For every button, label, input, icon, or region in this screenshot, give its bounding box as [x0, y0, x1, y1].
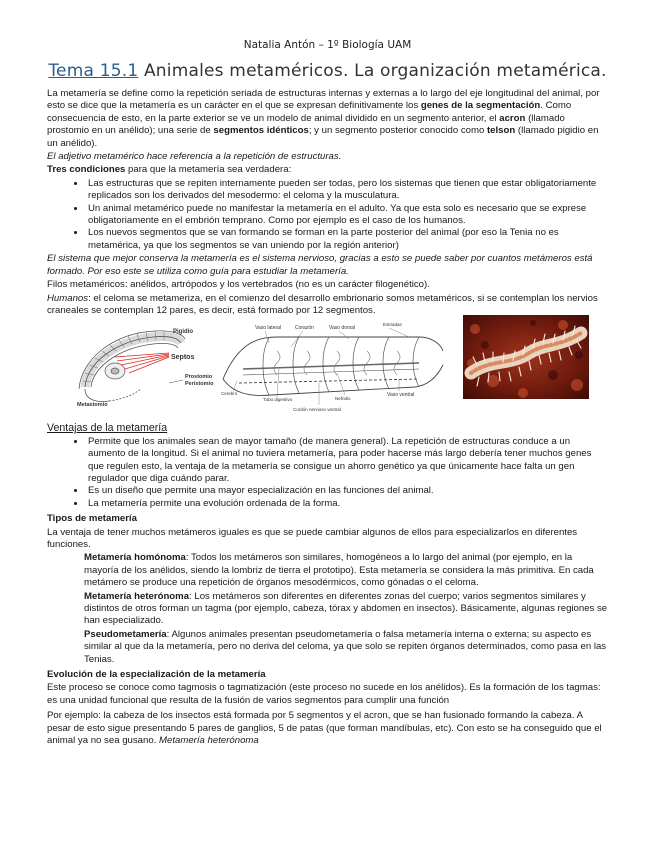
pseudometameria-definition — [84, 629, 609, 666]
label-corazon: Corazón — [295, 325, 314, 332]
intro-paragraph — [47, 88, 609, 150]
homonoma-term: Metamería homónoma — [84, 552, 186, 564]
intro-text-4: ; y un segmento posterior conocido como — [308, 125, 487, 137]
conditions-bold: Tres condiciones — [47, 164, 126, 176]
label-metastomio: Metastomio — [77, 402, 108, 409]
label-vaso-dorsal: Vaso dorsal — [329, 325, 356, 332]
label-peristomio: Peristomio — [185, 381, 214, 388]
page-title — [0, 61, 655, 81]
humans-text: : el celoma se metameriza, en el comienzo del desarrollo embrionario somos metaméricos, si se contemplan los nervios craneales se contemplan 12 pares, es decir, está formado por 12 segmentos. — [47, 292, 598, 316]
evolution-italic: Metamería heterónoma — [159, 735, 259, 747]
worm-cross-section — [105, 363, 125, 379]
heteronoma-text: : Los metámeros son diferentes en diferentes zonas del cuerpo; varios segmentos similares y distintos de otros forman un tagma (por ejemplo, cabeza, tórax y abdomen en insectos). Básicamente, algunas regiones se han especializado. — [84, 590, 608, 627]
document-body — [47, 88, 609, 748]
intro-text-2: . Como consecuencia de esto, en la parte exterior se ve un modelo de animal dividido en un segmento anterior, el — [47, 100, 572, 124]
title-number: Tema 15.1 — [48, 61, 139, 81]
intro-text-1: La metamería se define como la repetición seriada de estructuras internas y externas a lo largo del eje longitudinal del animal, por esto se dice que la metamería es un carácter en el que se expresan definitivamente los — [47, 88, 600, 112]
intro-bold-acron: acron — [499, 112, 526, 124]
intro-bold-telson: telson — [486, 125, 516, 137]
list-item: • Los nuevos segmentos que se van formando se forman en la parte posterior del animal (por eso la Tenia no es metamérica, ya que los segmentos se van uniendo por la región anterior) — [86, 227, 609, 252]
intro-bold-genes: genes de la segmentación — [420, 100, 541, 112]
list-item: • La metamería permite una evolución ordenada de la forma. — [86, 498, 609, 510]
label-nefridio: Nefridio — [335, 396, 351, 402]
page-header: Natalia Antón – 1º Biología UAM — [243, 39, 412, 51]
nervous-system-note: El sistema que mejor conserva la metamería es el sistema nervioso, gracias a esto se puede saber por cuantos metámeros está formado. Por eso este se utiliza como guía para estudiar la metamería. — [47, 253, 593, 277]
annelid-anatomy-figure — [75, 323, 225, 409]
label-vaso-ventral: Vaso ventral — [387, 392, 415, 399]
label-prostomio: Prostomio — [185, 374, 213, 381]
label-pigidio: Pigidio — [173, 329, 193, 336]
types-definitions — [47, 552, 609, 666]
homonoma-text: : Todos los metámeros son similares, homogéneos a lo largo del animal (por ejemplo, en la mayoría de los anélidos, siendo la lombriz de tierra el prototipo). Esta metamería se considera la más primitiva. En cada metámero se produce una repetición de órganos mesodérmicos, como gónadas o el celoma. — [84, 552, 594, 589]
conditions-text: para que la metamería sea verdadera: — [125, 164, 292, 176]
pseudometameria-text: : Algunos animales presentan pseudometamería o falsa metamería interna o externa; su aspecto es similar al que da la metamería, pero no deriva del celoma, ya que solo se repiten órganos determinados, como pasa en las Tenias. — [84, 628, 607, 665]
intro-text-3: (llamado prostomio en un anélido); una serie de — [47, 112, 565, 137]
intro-bold-segmentos: segmentos idénticos — [213, 125, 309, 137]
list-item: • Las estructuras que se repiten internamente pueden ser todas, pero los sistemas que tienen que estar obligatoriamente replicados son los derivados del mesodermo: el celoma y la musculatura. — [86, 178, 609, 203]
intro-text-5: (llamado pigidio en un anélido). — [47, 125, 599, 149]
advantages-heading: Ventajas de la metamería — [47, 422, 168, 435]
phyla-paragraph: Filos metaméricos: anélidos, artrópodos y los vertebrados (no es un carácter filogenético). — [47, 279, 430, 291]
evolution-paragraph-1: Este proceso se conoce como tagmosis o tagmatización (este proceso no sucede en los anélidos). Es la formación de los tagmas: es una unidad funcional que resulta de la fusión de varios segmentos para cumplir una función — [47, 682, 601, 706]
list-item: • Es un diseño que permite una mayor especialización en las funciones del animal. — [86, 485, 609, 497]
pseudometameria-term: Pseudometamería — [84, 628, 167, 640]
types-heading: Tipos de metamería — [47, 513, 137, 525]
humans-label: Humanos — [47, 292, 89, 304]
label-cerebro: Cerebro — [221, 391, 238, 397]
fireworm-photo — [463, 315, 589, 399]
worm-body — [79, 331, 185, 389]
label-vaso-lateral: Vaso lateral — [255, 325, 282, 332]
humans-paragraph — [47, 293, 609, 318]
evolution-text-2: Por ejemplo: la cabeza de los insectos está formada por 5 segmentos y el acron, que se han fusionado formando la cabeza. A pesar de esto sigue presentando 5 pares de ganglios, 5 de patas (que forman mandíbulas, etc). Con esto se ha conseguido que el animal ya no sea gusano. — [47, 710, 602, 747]
advantages-list — [47, 436, 609, 510]
heteronoma-term: Metamería heterónoma — [84, 590, 190, 602]
body-tube — [223, 337, 443, 395]
adjective-note: El adjetivo metamérico hace referencia a la repetición de estructuras. — [47, 151, 342, 163]
pointer-line — [169, 380, 183, 383]
worm-tail — [85, 389, 141, 402]
label-septos: Septos — [171, 354, 195, 362]
heteronoma-definition — [84, 591, 609, 628]
label-estriadas: Estriadas — [383, 322, 402, 328]
title-text: Animales metaméricos. La organización metamérica. — [138, 61, 607, 81]
list-item: • Permite que los animales sean de mayor tamaño (de manera general). La repetición de estructuras conduce a un aumento de la longitud. Si el animal no tuviera metamería, para poder hacerse más largo debería tener muchos genes que regulen esto, la ventaja de la metamería se consigue un ahorro genético ya que únicamente hace falta un gen regulador que diga cuándo parar. — [86, 436, 609, 486]
evolution-paragraph-2 — [47, 710, 609, 747]
list-item: • Un animal metamérico puede no manifestar la metamería en el adulto. Ya que esta solo es necesario que se exprese obligatoriamente en el embrión temprano. Como por ejemplo es el caso de los humanos. — [86, 203, 609, 228]
conditions-list — [47, 178, 609, 252]
segment-internal-anatomy-figure — [219, 321, 455, 413]
homonoma-definition — [84, 552, 609, 589]
label-cordon-nervioso: Cordón nervioso ventral — [293, 407, 341, 413]
figures-row — [47, 321, 609, 419]
conditions-intro — [47, 164, 609, 176]
evolution-heading: Evolución de la especialización de la metamería — [47, 669, 266, 681]
types-intro: La ventaja de tener muchos metámeros iguales es que se puede cambiar algunos de ellos para especializarlos en diferentes funciones. — [47, 526, 578, 550]
label-tubo-digestivo: Tubo digestivo — [263, 397, 293, 403]
